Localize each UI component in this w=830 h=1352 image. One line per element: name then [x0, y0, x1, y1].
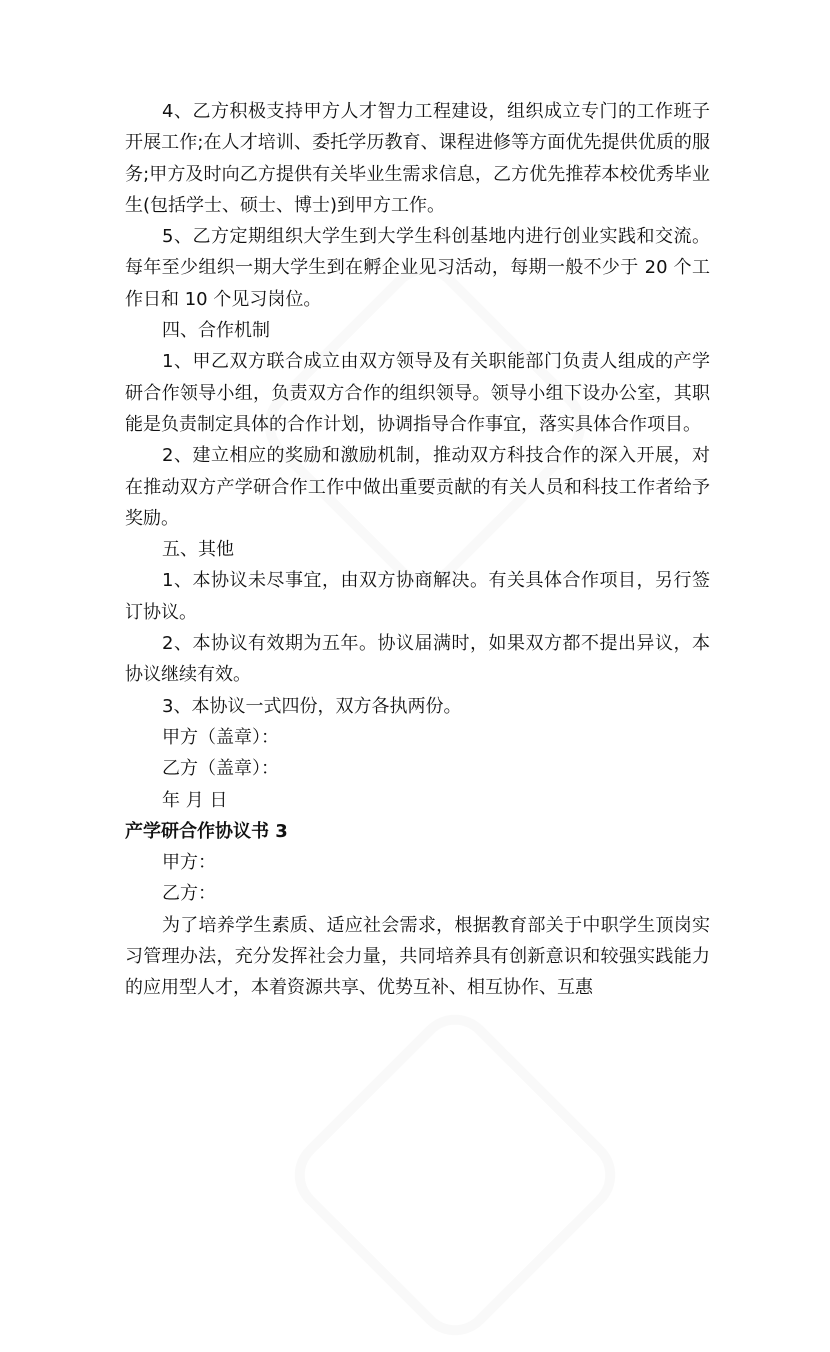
mechanism-clause-2: 2、建立相应的奖励和激励机制，推动双方科技合作的深入开展，对在推动双方产学研合作工作中做出重要贡献的有关人员和科技工作者给予奖励。: [125, 445, 710, 529]
party-b-seal-line: 乙方（盖章）：: [162, 758, 279, 780]
clause-4: 4、乙方积极支持甲方人才智力工程建设，组织成立专门的工作班子开展工作;在人才培训、委托学历教育、课程进修等方面优先提供优质的服务;甲方及时向乙方提供有关毕业生需求信息，乙方优先推荐本校优秀毕业生(包括学士、硕士、博士)到甲方工作。: [125, 101, 710, 216]
clause-5: 5、乙方定期组织大学生到大学生科创基地内进行创业实践和交流。每年至少组织一期大学生到在孵企业见习活动，每期一般不少于 20 个工作日和 10 个见习岗位。: [125, 226, 710, 310]
date-line: 年 月 日: [162, 789, 228, 811]
other-clause-2: 2、本协议有效期为五年。协议届满时，如果双方都不提出异议，本协议继续有效。: [125, 633, 710, 686]
mechanism-clause-1: 1、甲乙双方联合成立由双方领导及有关职能部门负责人组成的产学研合作领导小组，负责双方合作的组织领导。领导小组下设办公室，其职能是负责制定具体的合作计划，协调指导合作事宜，落实具体合作项目。: [125, 351, 710, 435]
other-clause-3: 3、本协议一式四份，双方各执两份。: [162, 695, 462, 717]
party-a-line: 甲方：: [162, 852, 216, 874]
watermark: [278, 998, 632, 1352]
party-a-seal-line: 甲方（盖章）：: [162, 726, 279, 748]
preamble-paragraph: 为了培养学生素质、适应社会需求，根据教育部关于中职学生顶岗实习管理办法，充分发挥社会力量，共同培养具有创新意识和较强实践能力的应用型人才，本着资源共享、优势互补、相互协作、互惠: [125, 914, 710, 999]
section-heading-other: 五、其他: [162, 539, 234, 561]
section-heading-cooperation-mechanism: 四、合作机制: [162, 320, 270, 342]
party-b-line: 乙方：: [162, 883, 216, 905]
agreement-title: 产学研合作协议书 3: [125, 820, 288, 842]
document-page: [125, 96, 710, 1004]
other-clause-1: 1、本协议未尽事宜，由双方协商解决。有关具体合作项目，另行签订协议。: [125, 570, 710, 623]
